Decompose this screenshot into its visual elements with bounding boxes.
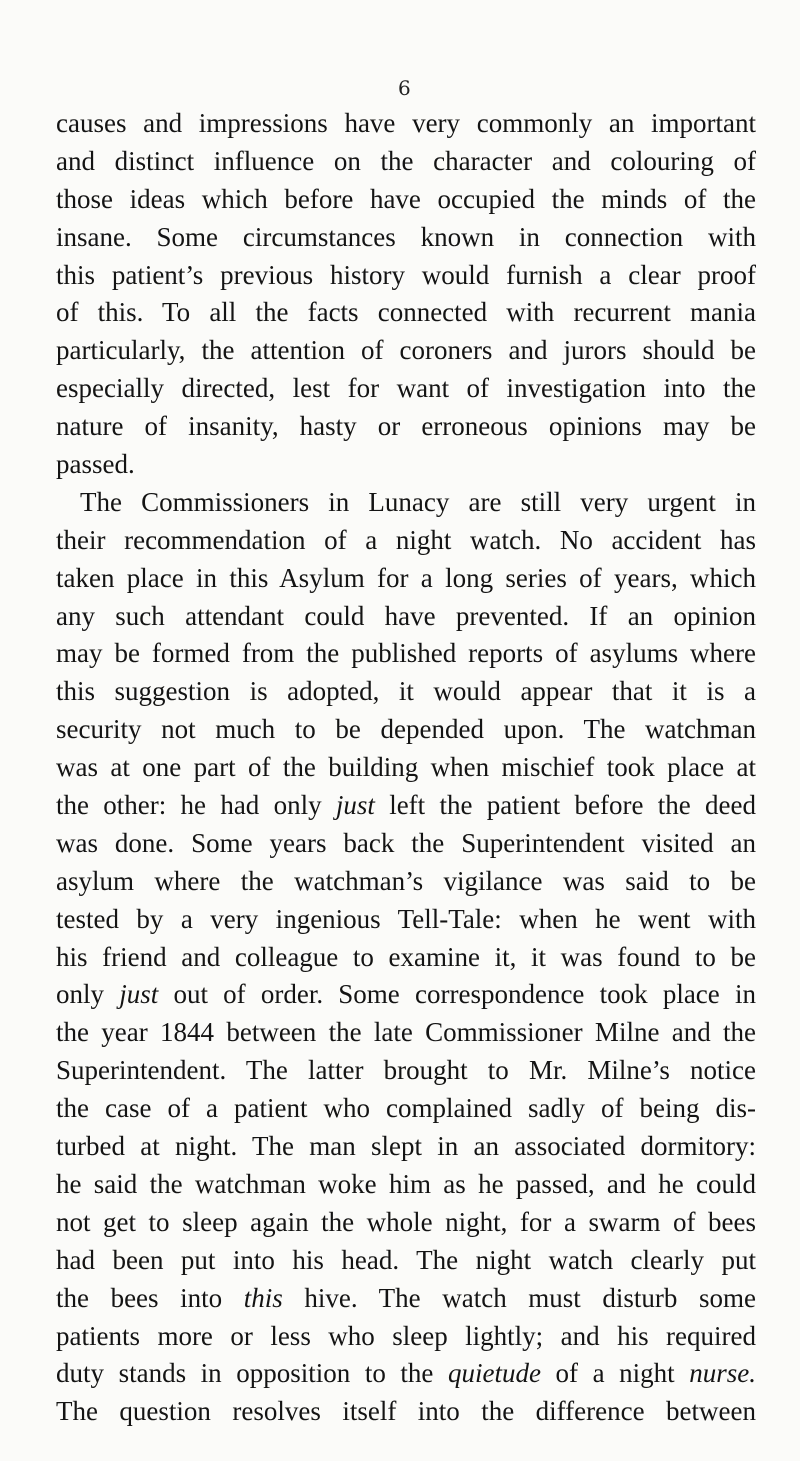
text-line: he said the watchman woke him as he passed, and he could [56,1168,756,1199]
italic-word: just [119,979,159,1010]
italic-word: nurse. [689,1358,756,1389]
text-run: the bees into [56,1282,244,1313]
text-line: insane. Some circumstances known in connection with [56,221,756,252]
text-line [56,1355,756,1393]
text-run: of a night [540,1358,690,1389]
text-line: passed. [56,449,135,480]
text-line: this patient’s previous history would furnish a clear proof [56,259,756,290]
text-line: particularly, the attention of coroners and jurors should be [56,335,756,366]
text-line: was at one part of the building when mischief took place at [56,752,756,783]
text-line: may be formed from the published reports of asylums where [56,638,756,669]
text-line: any such attendant could have prevented. If an opinion [56,600,756,631]
page-number: 6 [398,76,411,100]
text-line: nature of insanity, hasty or erroneous opinions may be [56,411,756,442]
text-line: asylum where the watchman’s vigilance was said to be [56,865,756,896]
text-line [56,787,756,825]
text-line: tested by a very ingenious Tell-Tale: when he went with [56,903,756,934]
text-line: causes and impressions have very commonly an important [56,108,756,138]
text-run: duty stands in opposition to the [56,1358,448,1389]
text-line: this suggestion is adopted, it would appear that it is a [56,676,756,707]
italic-word: this [243,1282,283,1313]
text-line: of this. To all the facts connected with recurrent mania [56,297,756,328]
text-line [56,1280,756,1318]
text-line [56,976,756,1014]
text-line: the case of a patient who complained sadly of being dis- [56,1093,756,1124]
text-run: left the patient before the deed [374,790,756,821]
text-line: had been put into his head. The night watch clearly put [56,1244,756,1275]
text-line: The question resolves itself into the difference between [56,1396,756,1427]
text-line: especially directed, lest for want of investigation into the [56,373,756,404]
text-run: only [56,979,120,1010]
text-line: and distinct influence on the character and colouring of [56,145,756,176]
text-line: was done. Some years back the Superintendent visited an [56,827,756,858]
text-line: his friend and colleague to examine it, it was found to be [56,941,756,972]
text-run: out of order. Some correspondence took place in [158,979,756,1010]
text-line: turbed at night. The man slept in an associated dormitory: [56,1131,756,1162]
text-line: security not much to be depended upon. The watchman [56,714,756,745]
text-line: The Commissioners in Lunacy are still very urgent in [80,486,756,517]
text-line: patients more or less who sleep lightly; and his required [56,1320,756,1351]
text-line: not get to sleep again the whole night, for a swarm of bees [56,1206,756,1237]
text-run: hive. The watch must disturb some [282,1282,756,1313]
text-run: the other: he had only [56,790,336,821]
text-line: taken place in this Asylum for a long series of years, which [56,562,756,593]
body-text [56,105,756,1431]
text-line: Superintendent. The latter brought to Mr. Milne’s notice [56,1055,756,1086]
text-line: those ideas which before have occupied the minds of the [56,183,756,214]
text-line: the year 1844 between the late Commissioner Milne and the [56,1017,756,1048]
italic-word: quietude [447,1358,541,1389]
italic-word: just [335,790,375,821]
text-line: their recommendation of a night watch. No accident has [56,524,756,555]
